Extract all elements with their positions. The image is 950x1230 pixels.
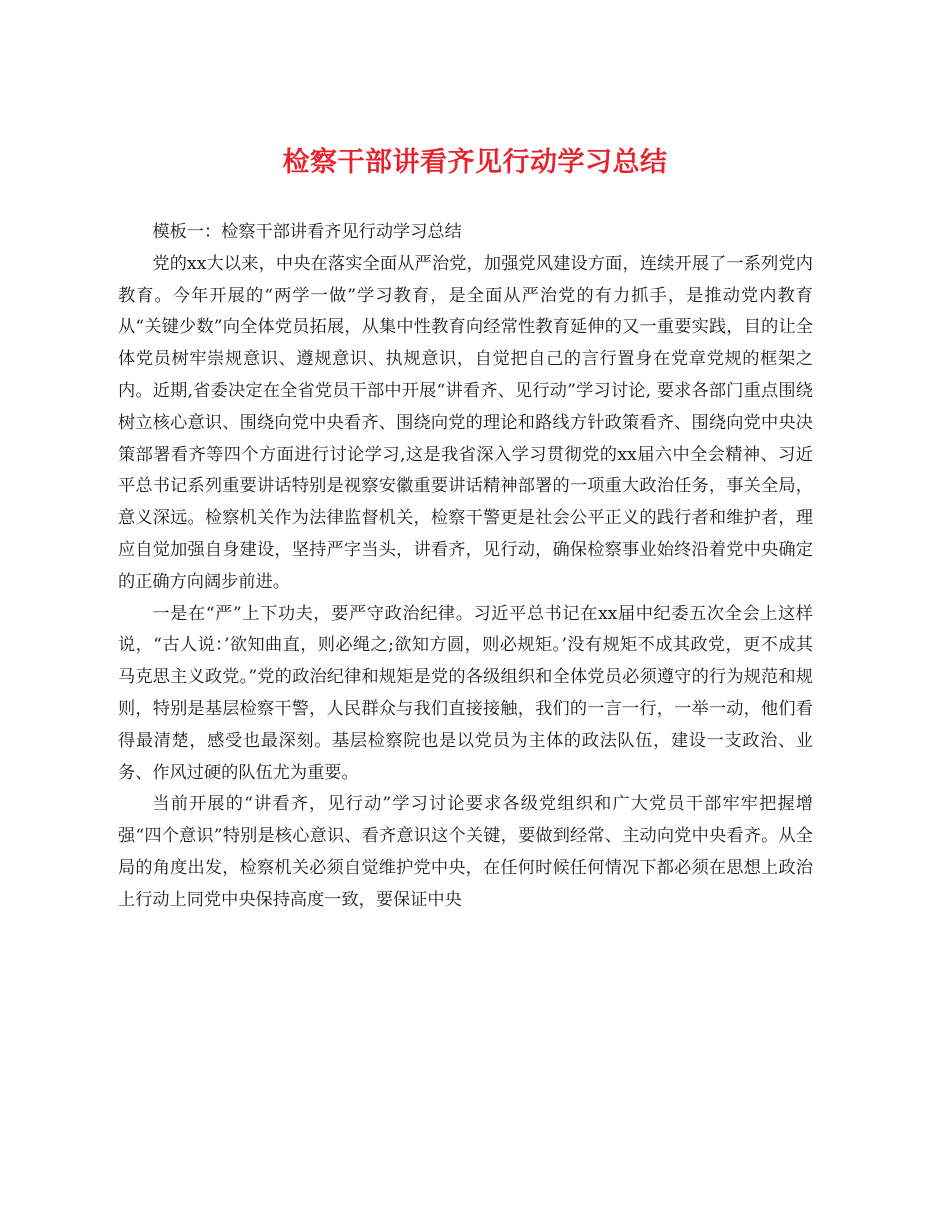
paragraph-introduction: 党的xx大以来，中央在落实全面从严治党，加强党风建设方面，连续开展了一系列党内教育。今年开展的“两学一做”学习教育，是全面从严治党的有力抓手，是推动党内教育从“关键少数”向全体党员拓展，从集中性教育向经常性教育延伸的又一重要实践，目的让全体党员树牢崇规意识、遵规意识、执规意识，自觉把自己的言行置身在党章党规的框架之内。近期,省委决定在全省党员干部中开展“讲看齐、见行动”学习讨论, 要求各部门重点围绕树立核心意识、围绕向党中央看齐、围绕向党的理论和路线方针政策看齐、围绕向党中央决策部署看齐等四个方面进行讨论学习,这是我省深入学习贯彻党的xx届六中全会精神、习近平总书记系列重要讲话特别是视察安徽重要讲话精神部署的一项重大政治任务，事关全局，意义深远。检察机关作为法律监督机关，检察干警更是社会公平正义的践行者和维护者，理应自觉加强自身建设，坚持严字当头，讲看齐，见行动，确保检察事业始终沿着党中央确定的正确方向阔步前进。 — [118, 253, 813, 592]
document-body — [118, 217, 813, 917]
document-title: 检察干部讲看齐见行动学习总结 — [282, 147, 668, 178]
paragraph-template-heading: 模板一：检察干部讲看齐见行动学习总结 — [152, 222, 462, 242]
paragraph-political-discipline: 一是在“严”上下功夫，要严守政治纪律。习近平总书记在xx届中纪委五次全会上这样说，“古人说：’欲知曲直，则必绳之;欲知方圆，则必规矩。’没有规矩不成其政党，更不成其马克思主义政党。”党的政治纪律和规矩是党的各级组织和全体党员必须遵守的行为规范和规则，特别是基层检察干警，人民群众与我们直接接触，我们的一言一行，一举一动，他们看得最清楚，感受也最深刻。基层检察院也是以党员为主体的政法队伍，建设一支政治、业务、作风过硬的队伍尤为重要。 — [118, 603, 813, 783]
paragraph-alignment: 当前开展的“讲看齐，见行动”学习讨论要求各级党组织和广大党员干部牢牢把握增强“四个意识”特别是核心意识、看齐意识这个关键，要做到经常、主动向党中央看齐。从全局的角度出发，检察机关必须自觉维护党中央，在任何时候任何情况下都必须在思想上政治上行动上同党中央保持高度一致，要保证中央 — [118, 794, 813, 910]
